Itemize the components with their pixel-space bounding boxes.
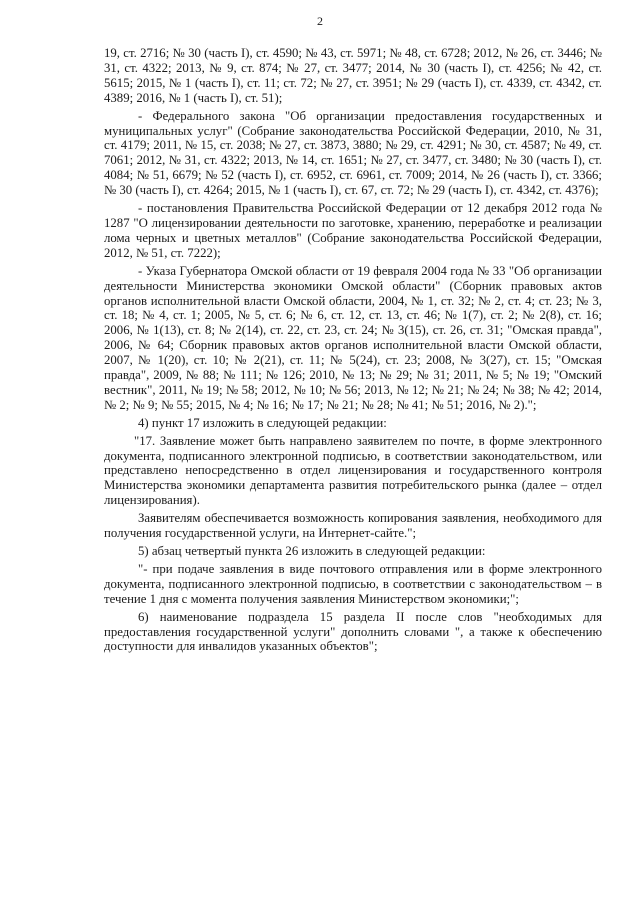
paragraph-government-resolution: - постановления Правительства Российской Федерации от 12 декабря 2012 года № 1287 "О лицензировании деятельности по заготовке, хранению, переработке и реализации лома черных и цветных металлов" (Собрание законодательства Российской Федерации, 2012, № 51, ст. 7222);	[104, 201, 602, 260]
paragraph-clause-17: "17. Заявление может быть направлено заявителем по почте, в форме электронного документа, подписанного электронной подписью, в соответствии законодательством, или представлено непосредственно в отдел лицензирования и государственного контроля Министерства экономики департамента развития потребительского рынка (далее – отдел лицензирования).	[104, 433, 602, 508]
paragraph-copy-possibility: Заявителям обеспечивается возможность копирования заявления, необходимого для получения государственной услуги, на Интернет-сайте.";	[104, 511, 602, 541]
paragraph-item-5-text: "- при подаче заявления в виде почтового отправления или в форме электронного документа, подписанного электронной подписью, в соответствии с законодательством – в течение 1 дня с момента получения заявления Министерством экономики;";	[104, 561, 602, 606]
paragraph-item-4: 4) пункт 17 изложить в следующей редакции:	[138, 415, 387, 430]
paragraph-governor-decree: - Указа Губернатора Омской области от 19 февраля 2004 года № 33 "Об организации деятельности Министерства экономики Омской области" (Сборник правовых актов органов исполнительной власти Омской области, 2004, № 1, ст. 32; № 2, ст. 4; ст. 23; № 3, ст. 18; № 4, ст. 1; 2005, № 5, ст. 6; № 6, ст. 12, ст. 13, ст. 46; № 1(7), ст. 2; № 2(8), ст. 16; 2006, № 1(13), ст. 8; № 2(14), ст. 22, ст. 23, ст. 24; № 3(15), ст. 26, ст. 31; "Омская правда", 2006, № 64; Сборник правовых актов органов исполнительной власти Омской области, 2007, № 1(20), ст. 10; № 2(21), ст. 11; № 5(24), ст. 23; 2008, № 3(27), ст. 15; "Омская правда", 2009, № 88; № 111; № 126; 2010, № 13; № 29; № 31; 2011, № 5; № 19; "Омский вестник", 2011, № 19; № 58; 2012, № 10; № 56; 2013, № 12; № 21; № 24; № 38; № 42; 2014, № 2; № 9; № 55; 2015, № 4; № 16; № 17; № 21; № 28; № 41; № 51; 2016, № 2).";	[104, 263, 602, 412]
paragraph-item-6: 6) наименование подраздела 15 раздела II после слов "необходимых для предоставления государственной услуги" дополнить словами ", а также к обеспечению доступности для инвалидов указанных объектов";	[104, 609, 602, 654]
page-number: 2	[317, 14, 323, 28]
document-body	[104, 46, 602, 657]
paragraph-legislation-list-continued: 19, ст. 2716; № 30 (часть I), ст. 4590; № 43, ст. 5971; № 48, ст. 6728; 2012, № 26, ст. 3446; № 31, ст. 4322; 2013, № 9, ст. 874; № 27, ст. 3477; 2014, № 30 (часть I), ст. 4256; № 42, ст. 5615; 2015, № 1 (часть I), ст. 11; ст. 72; № 27, ст. 3951; № 29 (часть I), ст. 4339, ст. 4342, ст. 4389; 2016, № 1 (часть I), ст. 51);	[104, 46, 602, 105]
paragraph-federal-law: - Федерального закона "Об организации предоставления государственных и муниципальных услуг" (Собрание законодательства Российской Федерации, 2010, № 31, ст. 4179; 2011, № 15, ст. 2038; № 27, ст. 3873, 3880; № 29, ст. 4291; № 30, ст. 4587; № 49, ст. 7061; 2012, № 31, ст. 4322; 2013, № 14, ст. 1651; № 27, ст. 3477, ст. 3480; № 30 (часть I), ст. 4084; № 51, 6679; № 52 (часть I), ст. 6952, ст. 6961, ст. 7009; 2014, № 26 (часть I), ст. 3366; № 30 (часть I), ст. 4264; 2015, № 1 (часть I), ст. 67, ст. 72; № 29 (часть I), ст. 4342, ст. 4376);	[104, 108, 602, 198]
paragraph-item-5: 5) абзац четвертый пункта 26 изложить в следующей редакции:	[138, 544, 486, 558]
